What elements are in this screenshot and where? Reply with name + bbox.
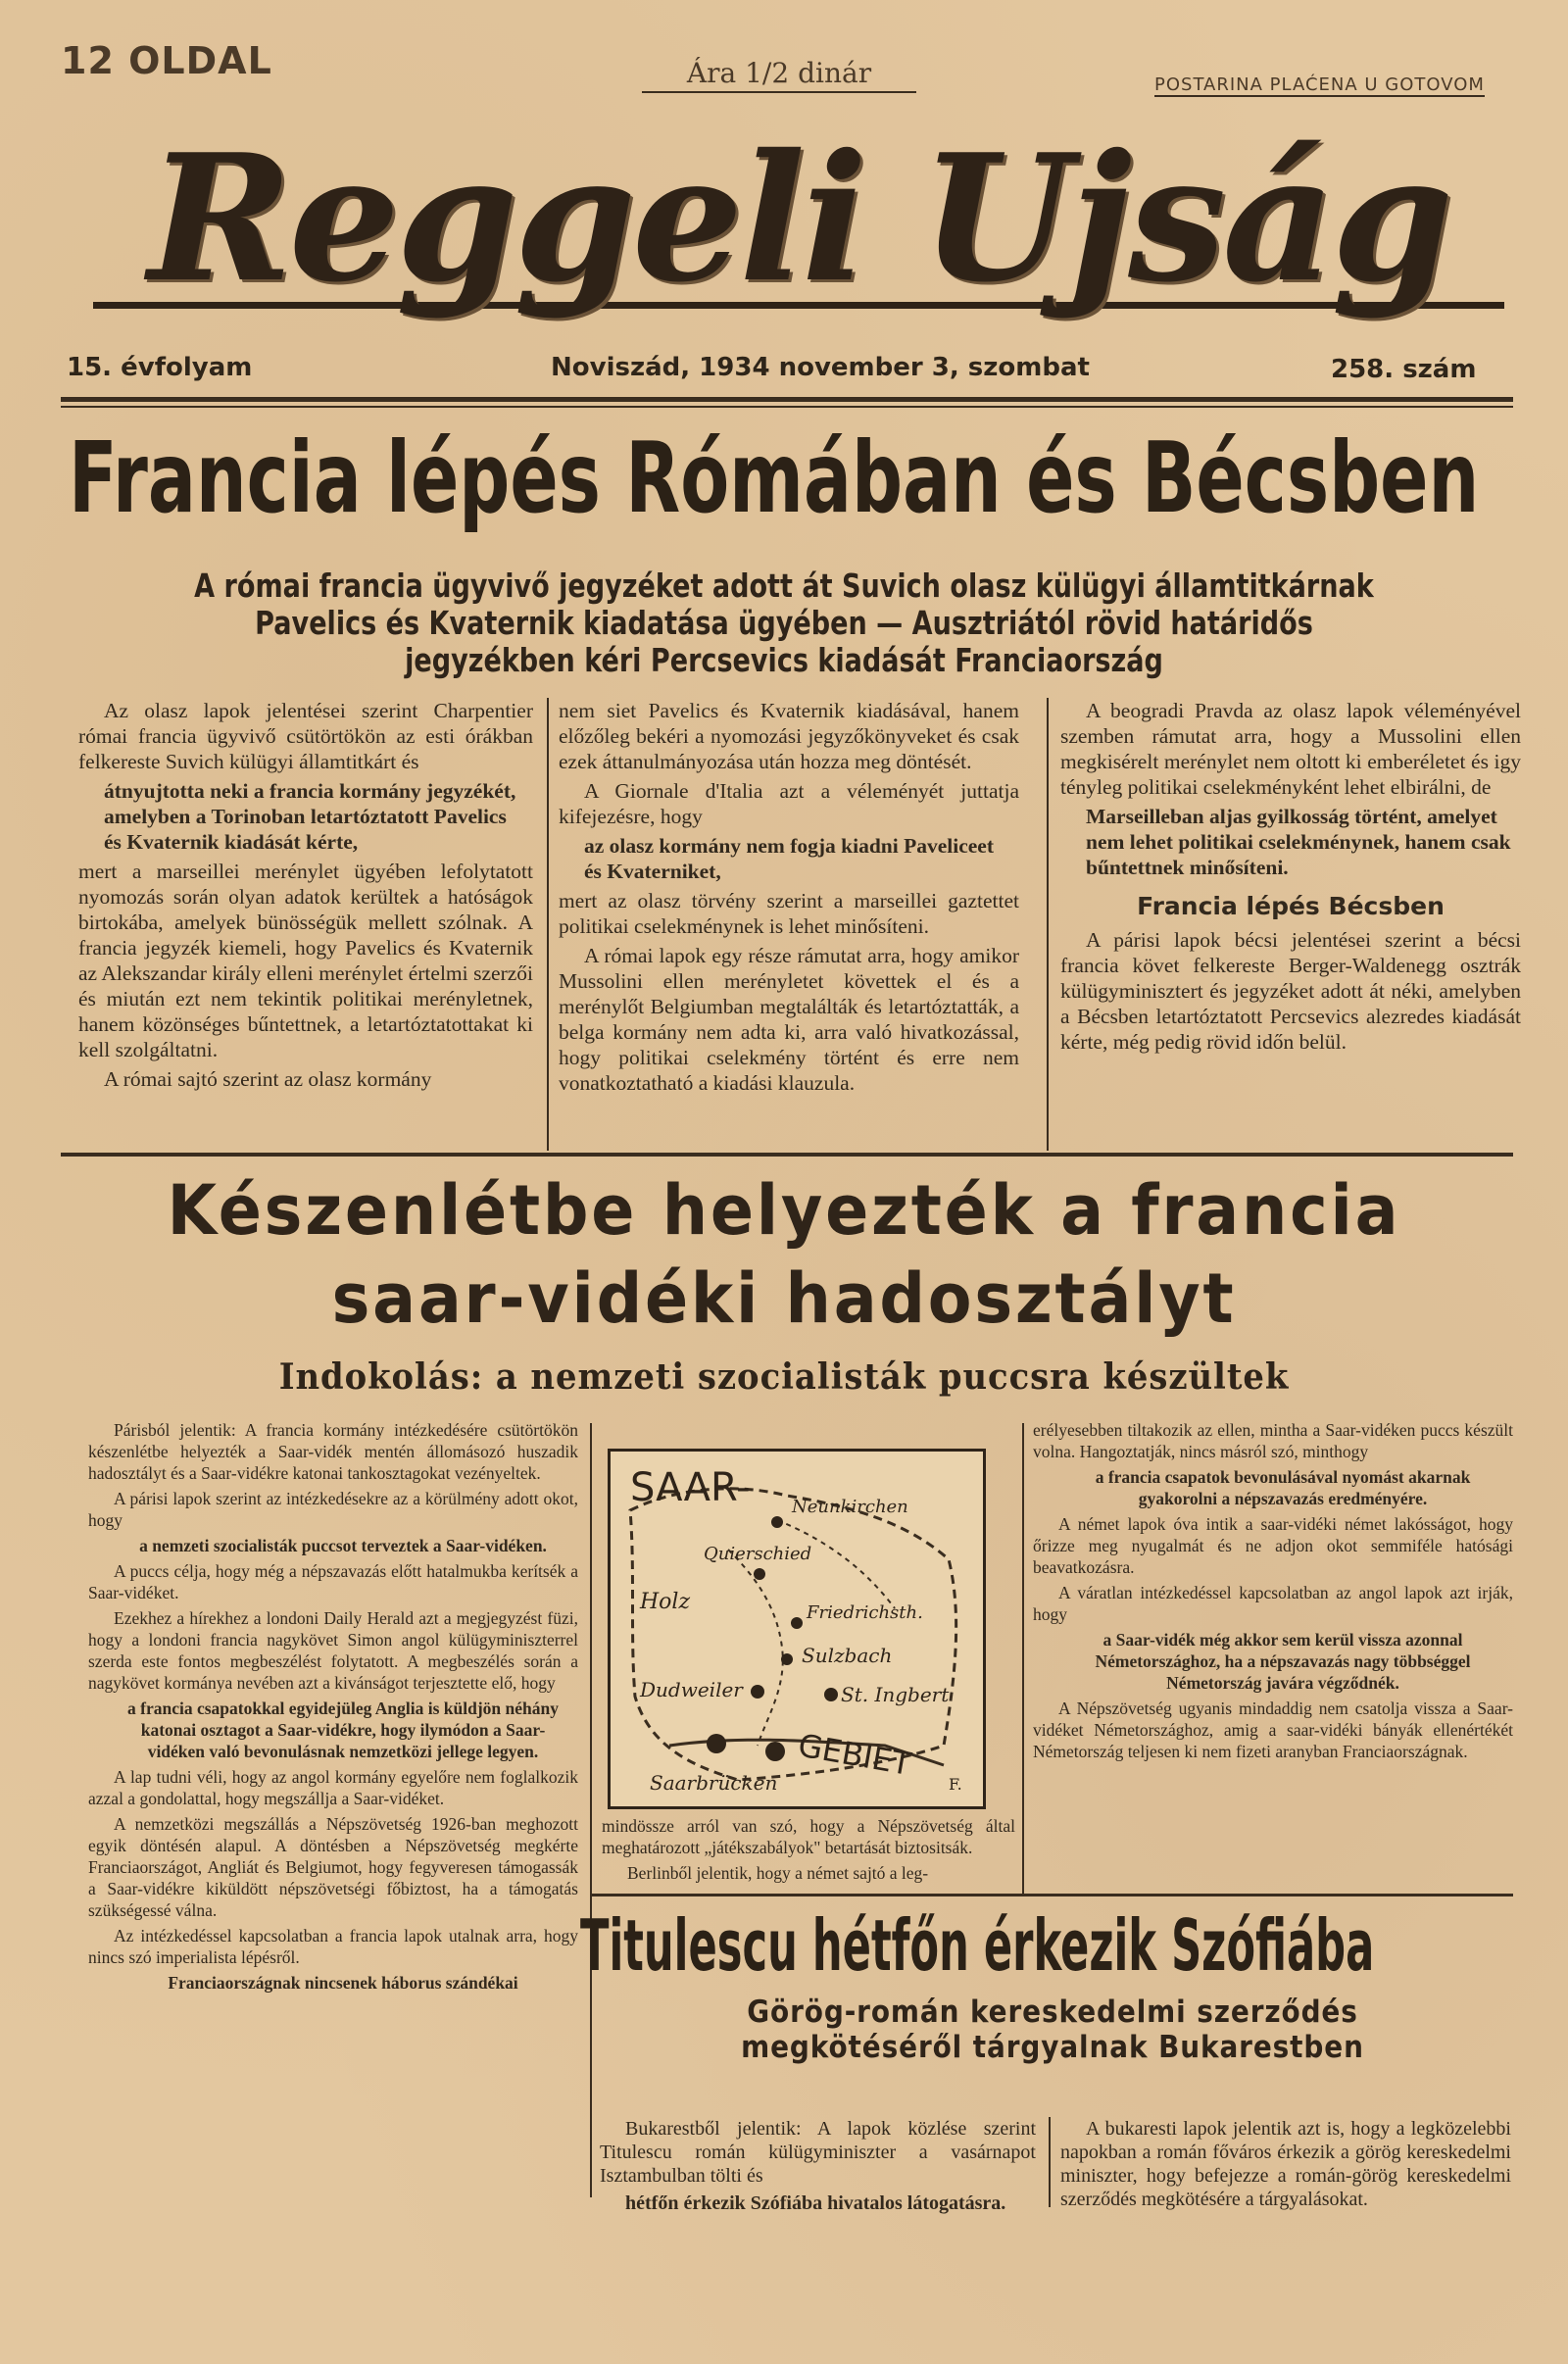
city-dot xyxy=(781,1653,793,1665)
dateline: Noviszád, 1934 november 3, szombat xyxy=(551,353,1090,382)
paragraph: Párisból jelentik: A francia kormány intézkedésére csütörtökön készenlétbe helyezték a Saar-vidék mentén állomásozó huszadik hadosztályt és a Saar-vidékre katonai tankosztagokat vezényeltek. xyxy=(88,1420,578,1483)
map-label: SAAR- xyxy=(630,1465,751,1510)
map-label: St. Ingbert xyxy=(841,1683,950,1706)
article2-column-3 xyxy=(1033,1419,1513,1766)
saar-map-drawing xyxy=(611,1452,983,1806)
article3-headline: Titulescu hétfőn érkezik Szófiába xyxy=(580,1904,1375,1987)
section-rule-1 xyxy=(61,1153,1513,1157)
article2-column-2 xyxy=(602,1815,1015,1888)
article3-subhead-2: megkötéséről tárgyalnak Bukarestben xyxy=(741,2030,1364,2065)
section-rule-2 xyxy=(592,1894,1513,1896)
article1-column-2 xyxy=(559,698,1019,1100)
article1-subhead-1: A római francia ügyvivő jegyzéket adott át Suvich olasz külügyi államtitkárnak xyxy=(194,566,1374,605)
paragraph: Ezekhez a hírekhez a londoni Daily Herald azt a megjegyzést füzi, hogy a londoni francia nagykövet Simon angol külügyminiszterrel szerda este fontos megbeszélést folytatott. A megbeszélés során a nagykövet kormánya nevében azt a kivánságot terjesztette elő, hogy xyxy=(88,1608,578,1693)
map-label: Holz xyxy=(640,1590,691,1614)
price-label: Ára 1/2 dinár xyxy=(642,57,916,93)
emphasized-paragraph: átnyujtotta neki a francia kormány jegyzékét, amelyben a Torinoban letartóztatott Pavelics és Kvaternik kiadását kérte, xyxy=(104,779,516,854)
paragraph: mert a marseillei merénylet ügyében lefolytatott nyomozás során olyan adatok kerültek a hatóságok birtokába, amelyek bünösségük mellett szólnak. A francia jegyzék kiemeli, hogy Pavelics és Kvaternik az Alekszandar király elleni merénylet értelmi szerzői és miután ezt nem tekintik politikai merényletnek, hanem közönséges bűntettnek, a letartóztatottakat ki kell szolgáltatni. xyxy=(78,860,533,1061)
issue-number: 258. szám xyxy=(1331,355,1477,384)
paragraph: A Népszövetség ugyanis mindaddig nem csatolja vissza a Saar-vidéket Németországhoz, amig a saar-vidéki bányák ellenértékét Németország teljesen ki nem fizeti aranyban Franciaországnak. xyxy=(1033,1699,1513,1761)
paragraph: A bukaresti lapok jelentik azt is, hogy a legközelebbi napokban a román főváros érkezik a görög kereskedelmi miniszter, hogy befejezze a román-görög kereskedelmi szerződés megkötésére a tárgyalásokat. xyxy=(1060,2118,1511,2210)
city-dot xyxy=(791,1617,803,1629)
emphasized-paragraph: Marseilleban aljas gyilkosság történt, amelyet nem lehet politikai cselekménynek, hanem csak bűntettnek minősíteni. xyxy=(1086,805,1511,879)
paragraph: A nemzetközi megszállás a Népszövetség 1926-ban meghozott egyik döntésén alapul. A döntésben a Népszövetség megkérte Franciaországot, Angliát és Belgiumot, hogy fegyveresen támogassák a Saar-vidékre kiküldött népszövetségi főbiztost, ha a támogatás szükségessé válna. xyxy=(88,1814,578,1920)
emphasized-paragraph: a francia csapatok bevonulásával nyomást akarnak gyakorolni a népszavazás eredményére. xyxy=(1095,1467,1471,1508)
paragraph: A német lapok óva intik a saar-vidéki német lakósságot, hogy őrizze meg nyugalmát és ne adjon okot semmiféle hatósági beavatkozásra. xyxy=(1033,1514,1513,1577)
paragraph: mindössze arról van szó, hogy a Népszövetség által meghatározott „játékszabályok" betartását biztositsák. xyxy=(602,1816,1015,1857)
city-dot xyxy=(771,1516,783,1528)
paragraph: Az olasz lapok jelentései szerint Charpentier római francia ügyvivő csütörtökön az esti órákban felkereste Suvich külügyi államtitkárt és xyxy=(78,699,533,773)
paragraph: Berlinből jelentik, hogy a német sajtó a leg- xyxy=(627,1863,929,1883)
paragraph: A párisi lapok szerint az intézkedésekre az a körülmény adott okot, hogy xyxy=(88,1489,578,1530)
postal-label: POSTARINA PLAĆENA U GOTOVOM xyxy=(1154,74,1485,95)
paragraph: A római sajtó szerint az olasz kormány xyxy=(104,1067,432,1091)
emphasized-paragraph: a Saar-vidék még akkor sem kerül vissza azonnal Németországhoz, ha a népszavazás nagy többséggel Németország javára végződnék. xyxy=(1095,1630,1471,1693)
article1-subhead-3: jegyzékben kéri Percsevics kiadását Franciaország xyxy=(405,641,1163,679)
article2-subhead: Indokolás: a nemzeti szocialisták puccsra készültek xyxy=(278,1356,1290,1398)
city-dot xyxy=(754,1568,765,1580)
subhead-vienna: Francia lépés Bécsben xyxy=(1137,892,1445,920)
city-dot xyxy=(765,1742,785,1761)
paragraph: mert az olasz törvény szerint a marseillei gaztettet politikai cselekménynek is lehet minősíteni. xyxy=(559,889,1019,938)
article1-column-1 xyxy=(78,698,533,1096)
saar-map xyxy=(608,1449,986,1809)
article3-subhead-1: Görög-román kereskedelmi szerződés xyxy=(747,1995,1358,2030)
article3-col-divider xyxy=(1049,2117,1051,2207)
paragraph: A párisi lapok bécsi jelentései szerint a bécsi francia követ felkereste Berger-Waldenegg osztrák külügyminisztert és jegyzéket adott át néki, amelyben a Bécsben letartóztatott Percsevics alezredes kiadását kérte, még pedig rövid időn belül. xyxy=(1060,928,1521,1054)
paragraph: Bukarestből jelentik: A lapok közlése szerint Titulescu román külügyminiszter a vasárnapot Isztambulban tölti és xyxy=(600,2118,1036,2187)
city-dot xyxy=(751,1685,764,1699)
map-label: Friedrichsth. xyxy=(807,1602,923,1623)
emphasized-paragraph: a nemzeti szocialisták puccsot terveztek a Saar-vidéken. xyxy=(139,1536,547,1555)
paragraph: A Giornale d'Italia azt a véleményét juttatja kifejezésre, hogy xyxy=(559,779,1019,828)
article1-headline: Francia lépés Rómában és Bécsben xyxy=(69,420,1480,535)
article2-headline-2: saar-vidéki hadosztályt xyxy=(331,1258,1237,1339)
article1-subhead-2: Pavelics és Kvaternik kiadatása ügyében — Ausztriától rövid határidős xyxy=(255,604,1313,642)
paragraph: A lap tudni véli, hogy az angol kormány egyelőre nem foglalkozik azzal a gondolattal, hogy megszállja a Saar-vidéket. xyxy=(88,1767,578,1808)
map-label: Saarbrücken xyxy=(650,1771,778,1795)
article1-column-3 xyxy=(1060,698,1521,1059)
city-dot xyxy=(824,1688,838,1701)
article3-column-1 xyxy=(600,2117,1036,2219)
paragraph: A puccs célja, hogy még a népszavazás előtt hatalmukba kerítsék a Saar-vidéket. xyxy=(88,1561,578,1602)
volume-label: 15. évfolyam xyxy=(67,353,253,382)
city-dot xyxy=(707,1734,726,1753)
dateline-rule xyxy=(61,397,1513,402)
emphasized-paragraph: Franciaországnak nincsenek háborus szándékai xyxy=(168,1973,518,1993)
article3-column-2 xyxy=(1060,2117,1511,2215)
article2-headline-1: Készenlétbe helyezték a francia xyxy=(167,1170,1401,1251)
map-label: Neunkirchen xyxy=(792,1497,908,1517)
paragraph: A római lapok egy része rámutat arra, hogy amikor Mussolini ellen merényletet követtek el és a merénylőt Belgiumban megtalálták és letartóztatták, a belga kormány nem adta ki, arra való hivatkozással, hogy politikai cselekmény történt és erre nem vonatkoztatható a kiadási klauzula. xyxy=(559,944,1019,1095)
road-line xyxy=(728,1550,783,1746)
paragraph: nem siet Pavelics és Kvaternik kiadásával, hanem előzőleg bekéri a nyomozási jegyzőkönyveket és csak ezek áttanulmányozása után hozza meg döntését. xyxy=(559,699,1019,773)
paragraph: A váratlan intézkedéssel kapcsolatban az angol lapok azt irják, hogy xyxy=(1033,1583,1513,1624)
map-label: GEBIET xyxy=(795,1726,914,1784)
emphasized-paragraph: a francia csapatokkal egyidejüleg Anglia is küldjön néhány katonai osztagot a Saar-vidékre, hogy ilymódon a Saar-vidéken való bevonulásnak nemzetközi jellege legyen. xyxy=(127,1699,560,1761)
article2-col-divider-2 xyxy=(1022,1423,1024,1894)
masthead-title: Reggeli Ujság xyxy=(93,135,1504,309)
map-label: Sulzbach xyxy=(802,1644,893,1667)
map-label: Dudweiler xyxy=(640,1678,743,1701)
emphasized-paragraph: hétfőn érkezik Szófiába hivatalos látogatásra. xyxy=(625,2192,1006,2214)
article1-col-divider-1 xyxy=(547,698,549,1151)
paragraph: A beogradi Pravda az olasz lapok véleményével szemben rámutat arra, hogy a Mussolini ellen megkisérelt merénylet nem oltott ki emberéletet és igy tényleg politikai cselekményként lehet elbirálni, de xyxy=(1060,699,1521,799)
paragraph: Az intézkedéssel kapcsolatban a francia lapok utalnak arra, hogy nincs szó imperialista lépésről. xyxy=(88,1926,578,1967)
article2-col-divider-1 xyxy=(590,1423,592,2197)
border-line xyxy=(630,1489,956,1780)
emphasized-paragraph: az olasz kormány nem fogja kiadni Paveliceet és Kvaterniket, xyxy=(584,834,995,883)
map-label: Quierschied xyxy=(704,1544,812,1564)
road-line xyxy=(777,1520,895,1608)
paragraph: erélyesebben tiltakozik az ellen, mintha a Saar-vidéken puccs készült volna. Hangoztatják, nincs másról szó, minthogy xyxy=(1033,1420,1513,1461)
article2-column-1 xyxy=(88,1419,578,1997)
article1-col-divider-2 xyxy=(1047,698,1049,1151)
edition-label: 12 OLDAL xyxy=(61,39,272,82)
dateline-rule-thin xyxy=(61,406,1513,408)
map-label: F. xyxy=(949,1775,962,1794)
